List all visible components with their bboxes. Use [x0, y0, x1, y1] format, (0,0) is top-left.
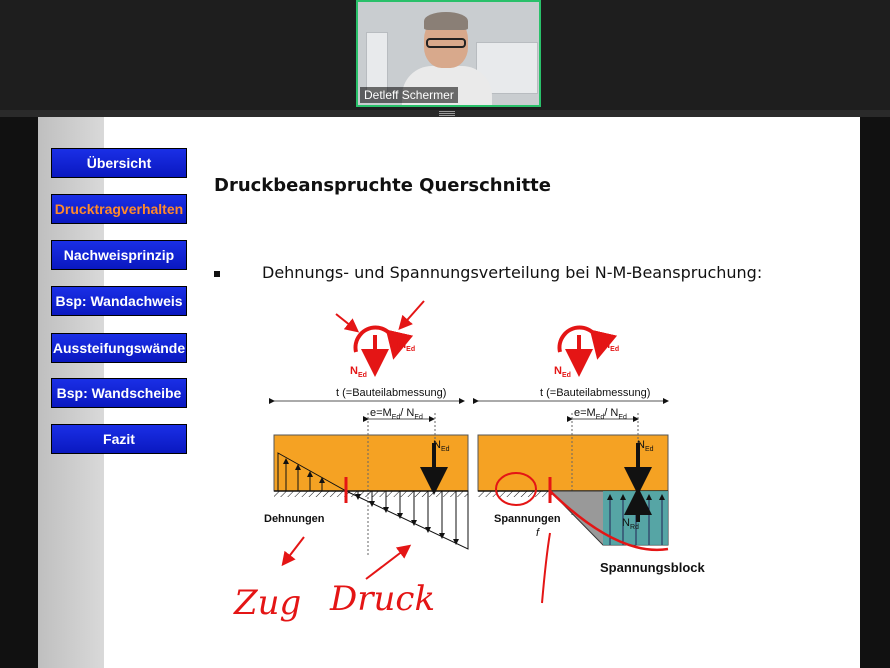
- annotation-arrow: [284, 537, 304, 563]
- resize-grip-icon[interactable]: [439, 110, 455, 116]
- annotation-arrow: [366, 547, 408, 579]
- right-eccentricity-label: $e=M_{Ed}/$ $N_{Ed}$: [574, 407, 627, 422]
- left-eccentricity-label: $e=M_{Ed}/$ $N_{Ed}$: [370, 407, 423, 422]
- nav-button-bsp-wandscheibe[interactable]: Bsp: Wandscheibe: [51, 378, 187, 408]
- nav-button-nachweisprinzip[interactable]: Nachweisprinzip: [51, 240, 187, 270]
- left-ned-label: $N_{Ed}$: [433, 439, 450, 454]
- cross-section-diagram: [38, 117, 860, 668]
- nav-button-aussteifungswaende[interactable]: Aussteifungswände: [51, 333, 187, 363]
- stress-label: Spannungen: [494, 513, 561, 525]
- annotation-stroke: [542, 533, 550, 603]
- left-ned-top-label: $N_{Ed}$: [350, 365, 367, 380]
- left-med-label: $M_{Ed}$: [397, 339, 416, 354]
- nrd-label: $N_{Rd}$: [622, 517, 639, 532]
- stress-block-label: Spannungsblock: [600, 560, 705, 575]
- nav-button-uebersicht[interactable]: Übersicht: [51, 148, 187, 178]
- annotation-arrow: [336, 314, 356, 330]
- nav-button-fazit[interactable]: Fazit: [51, 424, 187, 454]
- right-letterbox: [860, 117, 890, 668]
- participant-video-tile[interactable]: [356, 0, 541, 107]
- participant-glasses: [426, 38, 466, 48]
- bullet-text: Dehnungs- und Spannungsverteilung bei N-M-Beanspruchung:: [262, 263, 763, 282]
- strain-label: Dehnungen: [264, 513, 325, 525]
- left-letterbox: [0, 117, 38, 668]
- right-dimension-label: t (=Bauteilabmessung): [540, 387, 651, 399]
- nav-button-drucktragverhalten[interactable]: Drucktragverhalten: [51, 194, 187, 224]
- presentation-slide: [38, 117, 860, 668]
- right-ned-top-label: $N_{Ed}$: [554, 365, 571, 380]
- handwritten-druck: Druck: [330, 579, 436, 619]
- handwritten-zug: Zug: [234, 583, 302, 623]
- background-shelf: [366, 32, 388, 94]
- slide-title: Druckbeanspruchte Querschnitte: [214, 175, 551, 196]
- annotation-arrow: [401, 301, 424, 327]
- right-ned-label: $N_{Ed}$: [637, 439, 654, 454]
- left-moment-symbol: [356, 328, 396, 369]
- nav-button-bsp-wandnachweis[interactable]: Bsp: Wandachweis: [51, 286, 187, 316]
- left-dimension-label: t (=Bauteilabmessung): [336, 387, 447, 399]
- right-med-label: $M_{Ed}$: [601, 339, 620, 354]
- participant-hair: [424, 12, 468, 30]
- participant-name: Detleff Schermer: [360, 87, 458, 103]
- compression-strain-area: [346, 491, 468, 549]
- fd-label: f: [536, 527, 540, 539]
- right-moment-symbol: [560, 328, 600, 369]
